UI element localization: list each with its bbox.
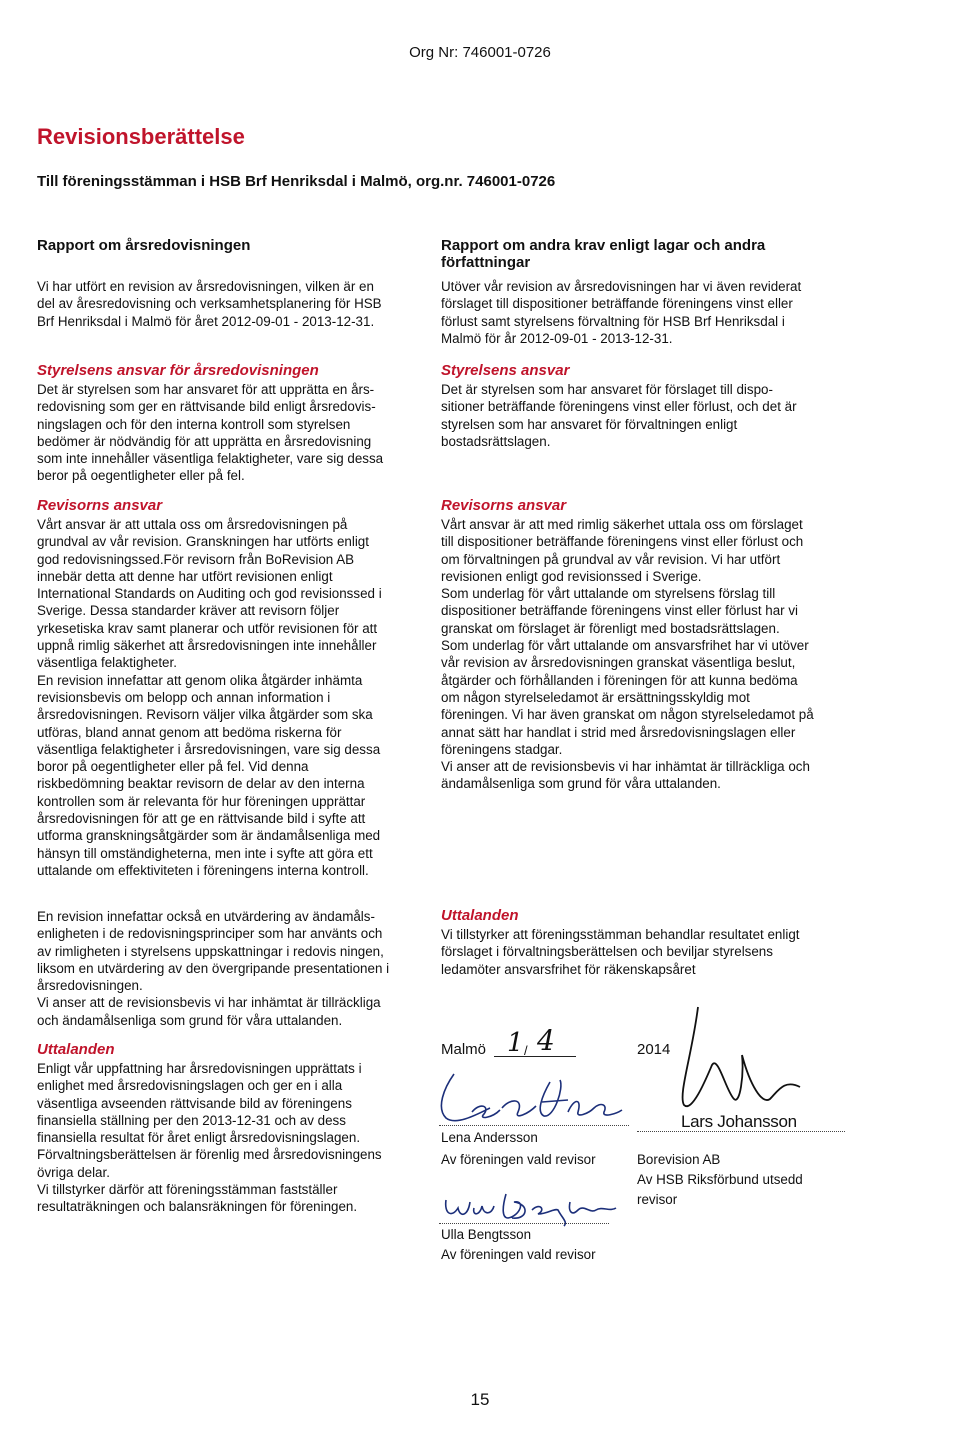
lars-johansson-stamp: Lars Johansson (681, 1112, 797, 1131)
left-statements-paragraph: Enligt vår uppfattning har årsredovisningen upprättats i enlighet med årsredovisningslagen och ger en i alla väsentliga avseenden rättvisande bild av föreningens finansiella ställning per den 2013-12-31 och av dess finansiella resultat för året enligt årsredovisningslagen. Förvaltningsberättelsen är förenlig med årsredovisningens övriga delar. Vi tillstyrker därför att föreningsstämman fastställer resultaträkningen och balansräkningen för föreningen. (37, 1061, 382, 1215)
lars-signature-line (637, 1131, 845, 1132)
page-subtitle: Till föreningsstämman i HSB Brf Henriksdal i Malmö, org.nr. 746001-0726 (37, 173, 556, 190)
left-continued-paragraph: En revision innefattar också en utvärdering av ändamåls- enligheten i de redovisningsprinciper som har använts och av rimligheten i styrelsens uppskattningar i redovis ningen, liksom en utvärdering av den övergripande presentationen i årsredovisningen. Vi anser att de revisionsbevis vi har inhämtat är tillräckliga och ändamålsenliga som grund för våra uttalanden. (37, 909, 390, 1028)
left-section-heading: Rapport om årsredovisningen (37, 237, 251, 254)
left-board-paragraph: Det är styrelsen som har ansvaret för att upprätta en års- redovisning som ger en rättvisande bild enligt årsredovis- ningslagen och för den interna kontroll som styrelsen bedömer är nödvändig för att upprätta en årsredovisning som inte innehåller väsentliga felaktigheter, vare sig dessa beror på oegentligheter eller på fel. (37, 382, 384, 484)
left-auditor-heading: Revisorns ansvar (37, 497, 163, 514)
right-auditor-heading: Revisorns ansvar (441, 497, 567, 514)
right-statements-heading: Uttalanden (441, 907, 519, 924)
org-number: Org Nr: 746001-0726 (409, 44, 551, 61)
handwritten-day: 1 (507, 1028, 524, 1058)
lena-andersson-signature (432, 1068, 632, 1130)
date-slash: / (524, 1043, 528, 1058)
left-intro-paragraph: Vi har utfört en revision av årsredovisningen, vilken är en del av åresredovisning och verksamhetsplanering för HSB Brf Henriksdal i Malmö för året 2012-09-01 - 2013-12-31. (37, 279, 382, 329)
page-title: Revisionsberättelse (37, 124, 245, 149)
left-auditor-paragraph: Vårt ansvar är att uttala oss om årsredovisningen på grundval av vår revision. Granskningen har utförts enligt god redovisningssed.För revisorn från BoRevision AB innebär detta att denne har utfört revisionen enligt International Standards on Auditing och god revisionssed i Sverige. Dessa standarder kräver att revisorn följer yrkesetiska krav samt planerar och utför revisionen för att uppnå rimlig säkerhet att årsredovisningen inte innehåller väsentliga felaktigheter. En revision innefattar att genom olika åtgärder inhämta revisionsbevis om belopp och annan information i årsredovisningen. Revisorn väljer vilka åtgärder som ska utföras, bland annat genom att bedöma riskerna för väsentliga felaktigheter i årsredovisningen, vare sig dessa boror på oegentligheter eller på fel. Vid denna riskbedömning beaktar revisorn de delar av den interna kontrollen som är relevanta för hur föreningen upprättar årsredovisningen för att ge en rättvisande bild i syfte att utforma granskningsåtgärder som är ändamålsenliga med hänsyn till omständigheterna, men inte i syfte att göra ett uttalande om effektiviteten i föreningens interna kontroll. (37, 517, 382, 878)
lena-signature-line (439, 1125, 629, 1126)
right-board-paragraph: Det är styrelsen som har ansvaret för förslaget till dispo- sitioner beträffande föreningens vinst eller förlust, och det är styrelsen som har ansvaret för förvaltningen enligt bostadsrättslagen. (441, 382, 797, 449)
right-section-heading: Rapport om andra krav enligt lagar och andra författningar (441, 237, 766, 271)
signer2-role: Av föreningen vald revisor (441, 1247, 596, 1262)
right-statements-paragraph: Vi tillstyrker att föreningsstämman behandlar resultatet enligt förslaget i förvaltningsberättelsen och beviljar styrelsens ledamöter ansvarsfrihet för räkenskapsåret (441, 927, 800, 977)
signer2-name: Ulla Bengtsson (441, 1227, 532, 1242)
ulla-signature-line (439, 1223, 609, 1224)
ulla-bengtsson-signature (440, 1188, 630, 1228)
left-statements-heading: Uttalanden (37, 1041, 115, 1058)
right-intro-paragraph: Utöver vår revision av årsredovisningen har vi även reviderat förslaget till dispositioner beträffande föreningens vinst eller förlust samt styrelsens förvaltning för HSB Brf Henriksdal i Malmö för år 2012-09-01 - 2013-12-31. (441, 279, 802, 346)
signing-place: Malmö (441, 1041, 487, 1058)
signer3-org: Borevision AB (637, 1152, 721, 1167)
left-board-heading: Styrelsens ansvar för årsredovisningen (37, 362, 319, 379)
signer3-role: Av HSB Riksförbund utsedd revisor (637, 1172, 803, 1207)
signer1-name: Lena Andersson (441, 1130, 538, 1145)
right-board-heading: Styrelsens ansvar (441, 362, 570, 379)
signer1-role: Av föreningen vald revisor (441, 1152, 596, 1167)
handwritten-month: 4 (537, 1024, 555, 1057)
signing-year: 2014 (637, 1041, 671, 1058)
lars-johansson-signature (670, 995, 820, 1125)
right-auditor-paragraph: Vårt ansvar är att med rimlig säkerhet uttala oss om förslaget till dispositioner beträffande föreningens vinst eller förlust och om förvaltningen på grundval av vår revision. Vi har utfört revisionen enligt god revisionssed i Sverige. Som underlag för vårt uttalande om styrelsens förslag till dispositioner beträffande föreningens vinst eller förlust har vi granskat om förslaget är förenligt med bostadsrättslagen. Som underlag för vårt uttalande om ansvarsfrihet har vi utöver vår revision av årsredovisningen granskat väsentliga beslut, åtgärder och förhållanden i föreningen för att kunna bedöma om någon styrelseledamot är ersättningsskyldig mot föreningen. Vi har även granskat om någon styrelseledamot på annat sätt har handlat i strid med årsredovisningslagen eller föreningens stadgar. Vi anser att de revisionsbevis vi har inhämtat är tillräckliga och ändamålsenliga som grund för våra uttalanden. (441, 517, 814, 792)
page-number: 15 (470, 1390, 490, 1409)
